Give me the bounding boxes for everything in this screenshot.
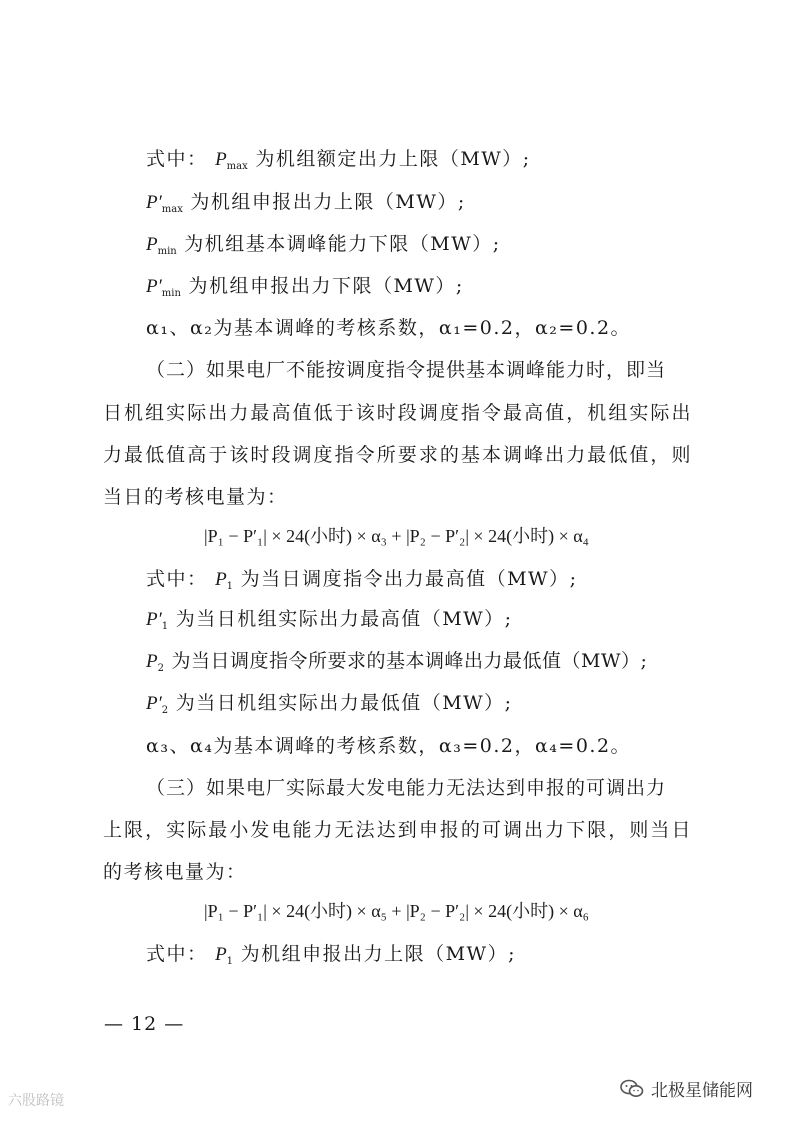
watermark-right xyxy=(620,1076,753,1101)
variable-definition xyxy=(146,146,531,180)
paragraph-line: 上限，实际最小发电能力无法达到申报的可调出力下限，则当日 xyxy=(103,819,691,841)
definition-text: 为机组申报出力上限（MW）; xyxy=(240,943,516,965)
variable-definition xyxy=(146,273,464,307)
variable-subscript: 1 xyxy=(226,956,234,967)
variable-symbol: P′ xyxy=(146,192,162,213)
variable-symbol: P xyxy=(215,149,227,170)
paragraph-line: 日机组实际出力最高值低于该时段调度指令最高值，机组实际出 xyxy=(103,402,691,424)
variable-definition xyxy=(146,690,513,724)
variable-symbol: P′ xyxy=(146,276,162,297)
lead-text: 式中： xyxy=(146,148,208,170)
paragraph-line: 当日的考核电量为： xyxy=(103,486,288,508)
variable-subscript: 1 xyxy=(161,621,169,632)
variable-symbol: P′ xyxy=(146,693,162,714)
variable-symbol: P xyxy=(146,234,158,255)
lead-text: 式中： xyxy=(146,943,208,965)
coefficient-definition: α₁、α₂为基本调峰的考核系数，α₁=0.2，α₂=0.2。 xyxy=(146,317,632,339)
variable-symbol: P xyxy=(215,569,227,590)
formula: |P₁ − P′₁| × 24(小时) × α₅ + |P₂ − P′₂| × 24(小时) × α₆ xyxy=(204,901,589,921)
definition-text: 为当日调度指令出力最高值（MW）; xyxy=(240,568,578,590)
wechat-icon xyxy=(620,1078,644,1100)
variable-symbol: P′ xyxy=(146,609,162,630)
variable-symbol: P xyxy=(146,651,158,672)
page-number: — 12 — xyxy=(104,1013,185,1035)
variable-definition xyxy=(146,648,647,682)
variable-subscript: 2 xyxy=(161,705,169,716)
variable-definition xyxy=(146,231,501,265)
definition-text: 为当日机组实际出力最低值（MW）; xyxy=(175,692,513,714)
definition-text: 为机组申报出力上限（MW）; xyxy=(190,191,466,213)
variable-subscript: min xyxy=(157,246,177,257)
variable-definition xyxy=(146,189,466,223)
definition-text: 为当日机组实际出力最高值（MW）; xyxy=(175,608,513,630)
variable-symbol: P xyxy=(215,944,227,965)
variable-subscript: 2 xyxy=(157,663,164,674)
definition-text: 为机组额定出力上限（MW）; xyxy=(255,148,531,170)
coefficient-definition: α₃、α₄为基本调峰的考核系数，α₃=0.2，α₄=0.2。 xyxy=(146,735,632,757)
variable-subscript: max xyxy=(161,204,183,215)
formula: |P₁ − P′₁| × 24(小时) × α₃ + |P₂ − P′₂| × 24(小时) × α₄ xyxy=(204,526,589,546)
definition-text: 为机组基本调峰能力下限（MW）; xyxy=(184,233,501,255)
variable-definition xyxy=(146,941,516,975)
watermark-right-text: 北极星储能网 xyxy=(651,1081,753,1101)
paragraph-line: 力最低值高于该时段调度指令所要求的基本调峰出力最低值，则 xyxy=(103,444,691,466)
variable-subscript: min xyxy=(161,288,181,299)
variable-definition xyxy=(146,606,513,640)
variable-subscript: max xyxy=(226,161,248,172)
paragraph-line: 的考核电量为： xyxy=(103,861,247,883)
definition-text: 为机组申报出力下限（MW）; xyxy=(188,275,464,297)
paragraph-line: （三）如果电厂实际最大发电能力无法达到申报的可调出力 xyxy=(146,777,667,799)
paragraph-line: （二）如果电厂不能按调度指令提供基本调峰能力时，即当 xyxy=(146,359,667,381)
definition-text: 为当日调度指令所要求的基本调峰出力最低值（MW）; xyxy=(171,650,648,672)
variable-subscript: 1 xyxy=(226,581,234,592)
watermark-left: 六股路镜 xyxy=(8,1093,64,1109)
lead-text: 式中： xyxy=(146,568,208,590)
variable-definition xyxy=(146,566,577,600)
